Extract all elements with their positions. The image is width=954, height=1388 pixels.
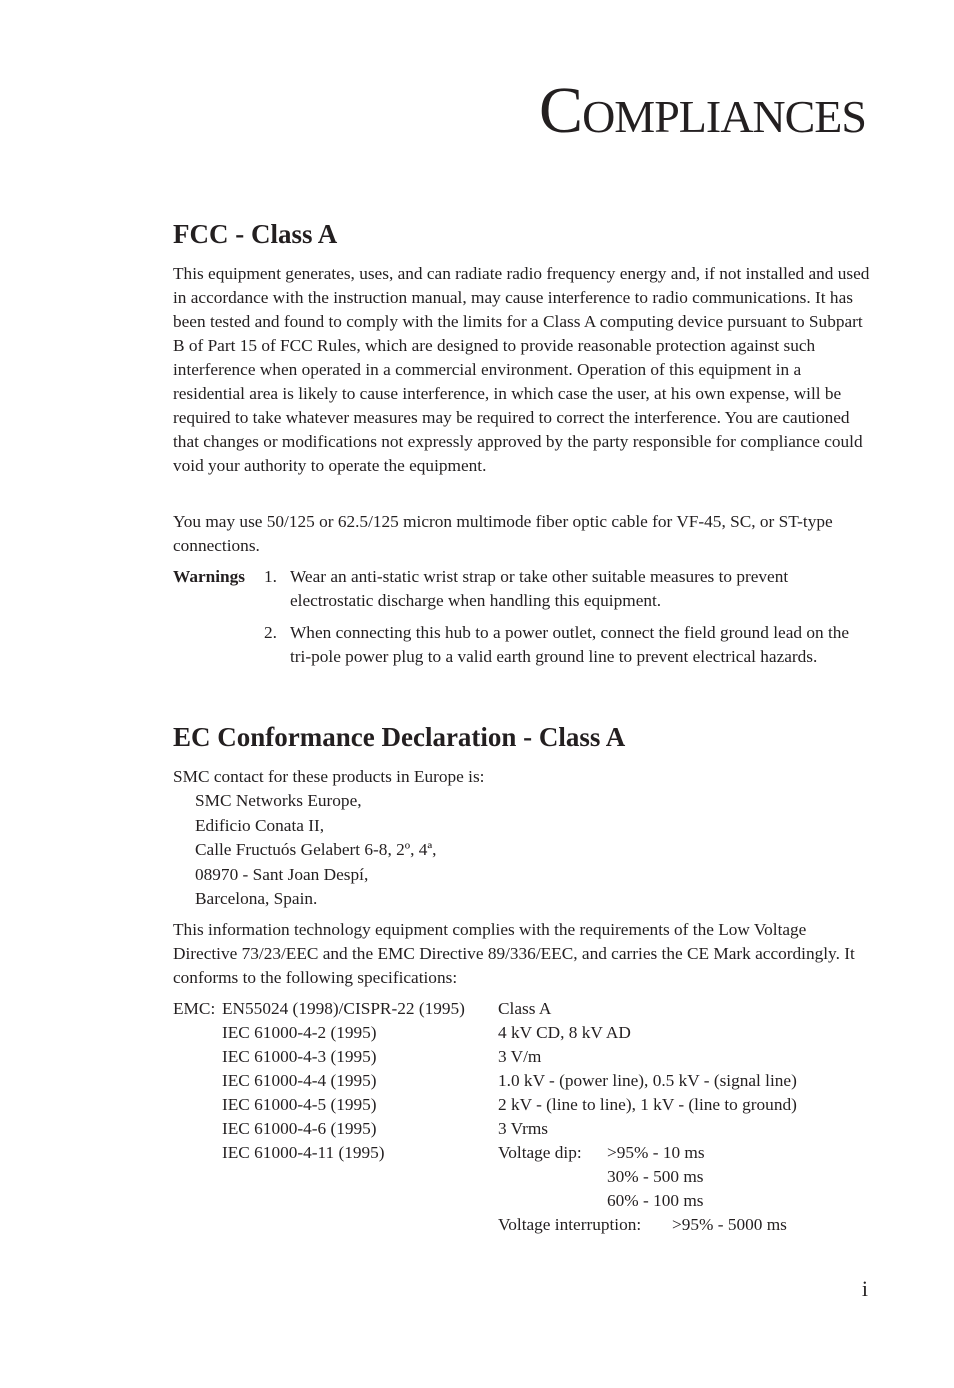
emc-label: EMC: — [173, 999, 216, 1018]
spec-value: Voltage dip: — [498, 1143, 582, 1162]
warning-number: 1. — [264, 567, 277, 586]
warning-item-2 — [264, 621, 874, 695]
voltage-dip-value: 60% - 100 ms — [607, 1191, 704, 1210]
voltage-dip-value: >95% - 10 ms — [607, 1143, 705, 1162]
ec-paragraph: This information technology equipment complies with the requirements of the Low Voltage Directive 73/23/EEC and the EMC Directive 89/336/EEC, and carries the CE Mark accordingly. It conforms to the following specifications: — [173, 920, 855, 987]
ec-address — [195, 789, 436, 912]
chapter-title: Compliances — [539, 74, 866, 147]
voltage-interruption-label: Voltage interruption: — [498, 1215, 642, 1234]
spec-standard: IEC 61000-4-4 (1995) — [222, 1071, 377, 1090]
fcc-paragraph-1: This equipment generates, uses, and can radiate radio frequency energy and, if not installed and used in accordance with the instruction manual, may cause interference to radio communications. It has been tested and found to comply with the limits for a Class A computing device pursuant to Subpart B of Part 15 of FCC Rules, which are designed to provide reasonable protection against such interference when operated in a commercial environment. Operation of this equipment in a residential area is likely to cause interference, in which case the user, at his own expense, will be required to take whatever measures may be required to correct the interference. You are cautioned that changes or modifications not expressly approved by the party responsible for compliance could void your authority to operate the equipment. — [173, 264, 870, 475]
address-line: Calle Fructuós Gelabert 6-8, 2º, 4ª, — [195, 840, 437, 859]
warning-text: Wear an anti-static wrist strap or take other suitable measures to prevent electrostatic discharge when handling this equipment. — [290, 567, 789, 610]
voltage-interruption-value: >95% - 5000 ms — [672, 1215, 787, 1234]
spec-value: 4 kV CD, 8 kV AD — [498, 1023, 631, 1042]
page-number: i — [861, 1276, 868, 1301]
spec-standard: IEC 61000-4-3 (1995) — [222, 1047, 377, 1066]
spec-value: Class A — [498, 999, 552, 1018]
spec-value: 1.0 kV - (power line), 0.5 kV - (signal line) — [498, 1071, 797, 1090]
spec-value: 3 V/m — [498, 1047, 542, 1066]
fcc-paragraph-2: You may use 50/125 or 62.5/125 micron multimode fiber optic cable for VF-45, SC, or ST-type connections. — [173, 512, 833, 555]
address-line: SMC Networks Europe, — [195, 791, 362, 810]
spec-standard: IEC 61000-4-2 (1995) — [222, 1023, 377, 1042]
address-line: Barcelona, Spain. — [195, 889, 318, 908]
spec-standard: EN55024 (1998)/CISPR-22 (1995) — [222, 999, 465, 1018]
spec-standard: IEC 61000-4-6 (1995) — [222, 1119, 377, 1138]
warning-item-1 — [264, 565, 874, 615]
spec-value: 3 Vrms — [498, 1119, 549, 1138]
warnings-label: Warnings — [173, 567, 246, 586]
ec-contact-intro: SMC contact for these products in Europe is: — [173, 767, 485, 786]
warning-number: 2. — [264, 623, 277, 642]
address-line: 08970 - Sant Joan Despí, — [195, 864, 369, 884]
fcc-heading: FCC - Class A — [173, 219, 338, 249]
warning-text: When connecting this hub to a power outlet, connect the field ground lead on the tri-pole power plug to a valid earth ground line to prevent electrical hazards. — [290, 623, 850, 666]
voltage-dip-value: 30% - 500 ms — [607, 1167, 704, 1186]
address-line: Edificio Conata II, — [195, 815, 325, 835]
spec-value: 2 kV - (line to line), 1 kV - (line to ground) — [498, 1095, 797, 1114]
ec-heading: EC Conformance Declaration - Class A — [173, 722, 626, 752]
spec-standard: IEC 61000-4-11 (1995) — [222, 1143, 385, 1162]
spec-standard: IEC 61000-4-5 (1995) — [222, 1095, 377, 1114]
